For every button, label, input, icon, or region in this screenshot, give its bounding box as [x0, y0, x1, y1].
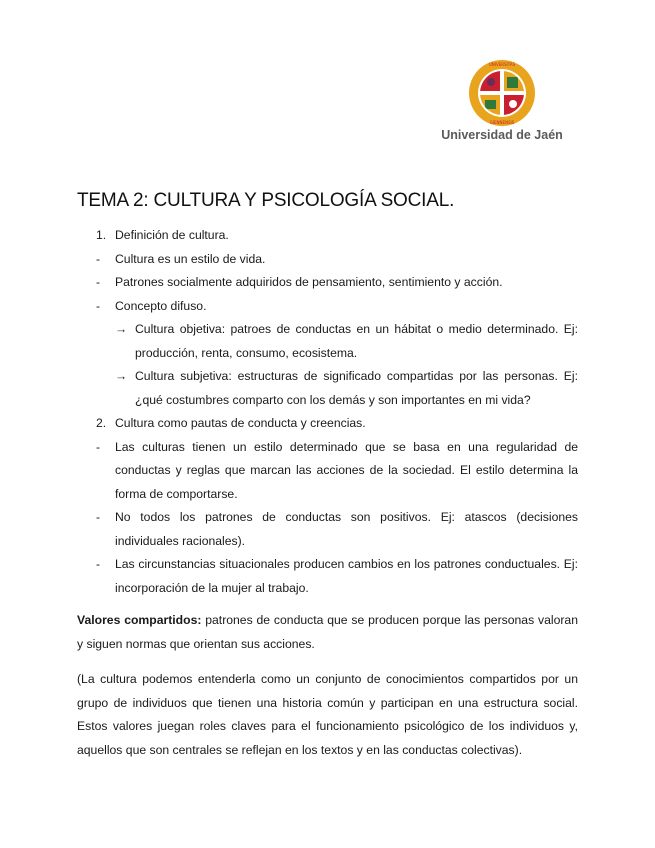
values-paragraph	[77, 609, 578, 656]
university-name: Universidad de Jaén	[441, 128, 563, 142]
values-text: patrones de conducta que se producen porque las personas valoran y siguen normas que orientan sus acciones.	[77, 613, 578, 651]
list-item	[77, 295, 578, 319]
list-marker: -	[96, 510, 101, 524]
sub-list-item	[77, 365, 578, 412]
list-item	[77, 248, 578, 272]
list-item-text: Cultura es un estilo de vida.	[115, 251, 266, 266]
svg-text:GIENNENSIS: GIENNENSIS	[489, 120, 515, 125]
list-marker: -	[96, 557, 101, 571]
list-item	[77, 412, 578, 436]
list-item-text: No todos los patrones de conductas son positivos. Ej: atascos (decisiones individuales racionales).	[115, 510, 578, 548]
closing-paragraph: (La cultura podemos entenderla como un conjunto de conocimientos compartidos por un grupo de individuos que tienen una historia común y participan en una estructura social. Estos valores juegan roles claves para el funcionamiento psicológico de los individuos y, aquellos que son centrales se reflejan en los textos y en las conductas colectivas).	[77, 672, 578, 757]
list-item-text: Concepto difuso.	[115, 298, 207, 313]
values-label: Valores compartidos:	[77, 613, 202, 627]
list-item-text: Patrones socialmente adquiridos de pensamiento, sentimiento y acción.	[115, 275, 503, 289]
university-logo	[441, 58, 563, 150]
page-title: TEMA 2: CULTURA Y PSICOLOGÍA SOCIAL.	[77, 190, 455, 211]
list-item-text: Definición de cultura.	[115, 228, 229, 242]
list-item	[77, 436, 578, 507]
list-item-text: Cultura objetiva: patroes de conductas en un hábitat o medio determinado. Ej: producción, renta, consumo, ecosistema.	[135, 322, 578, 360]
list-item	[77, 271, 578, 295]
document-body	[77, 224, 578, 774]
arrow-icon: →	[115, 322, 128, 336]
list-marker: -	[96, 275, 101, 289]
list-marker: 2.	[96, 416, 107, 430]
list-marker: -	[96, 439, 101, 454]
arrow-icon: →	[115, 369, 128, 383]
sub-list-item	[77, 318, 578, 365]
university-seal-icon	[467, 58, 537, 128]
list-item-text: Las circunstancias situacionales producen cambios en los patrones conductuales. Ej: incorporación de la mujer al trabajo.	[115, 557, 578, 595]
list-marker: 1.	[96, 228, 107, 242]
list-item-text: Las culturas tienen un estilo determinado que se basa en una regularidad de conductas y reglas que marcan las acciones de la sociedad. El estilo determina la forma de comportarse.	[115, 439, 578, 501]
list-marker: -	[96, 251, 101, 266]
list-item	[77, 506, 578, 553]
list-marker: -	[96, 298, 101, 313]
list-item	[77, 224, 578, 248]
list-item-text: Cultura como pautas de conducta y creencias.	[115, 416, 366, 430]
list-item-text: Cultura subjetiva: estructuras de significado compartidas por las personas. Ej: ¿qué costumbres comparto con los demás y son importantes en mi vida?	[135, 369, 578, 407]
list-item	[77, 553, 578, 600]
svg-text:UNIVERSITAS: UNIVERSITAS	[488, 62, 516, 67]
